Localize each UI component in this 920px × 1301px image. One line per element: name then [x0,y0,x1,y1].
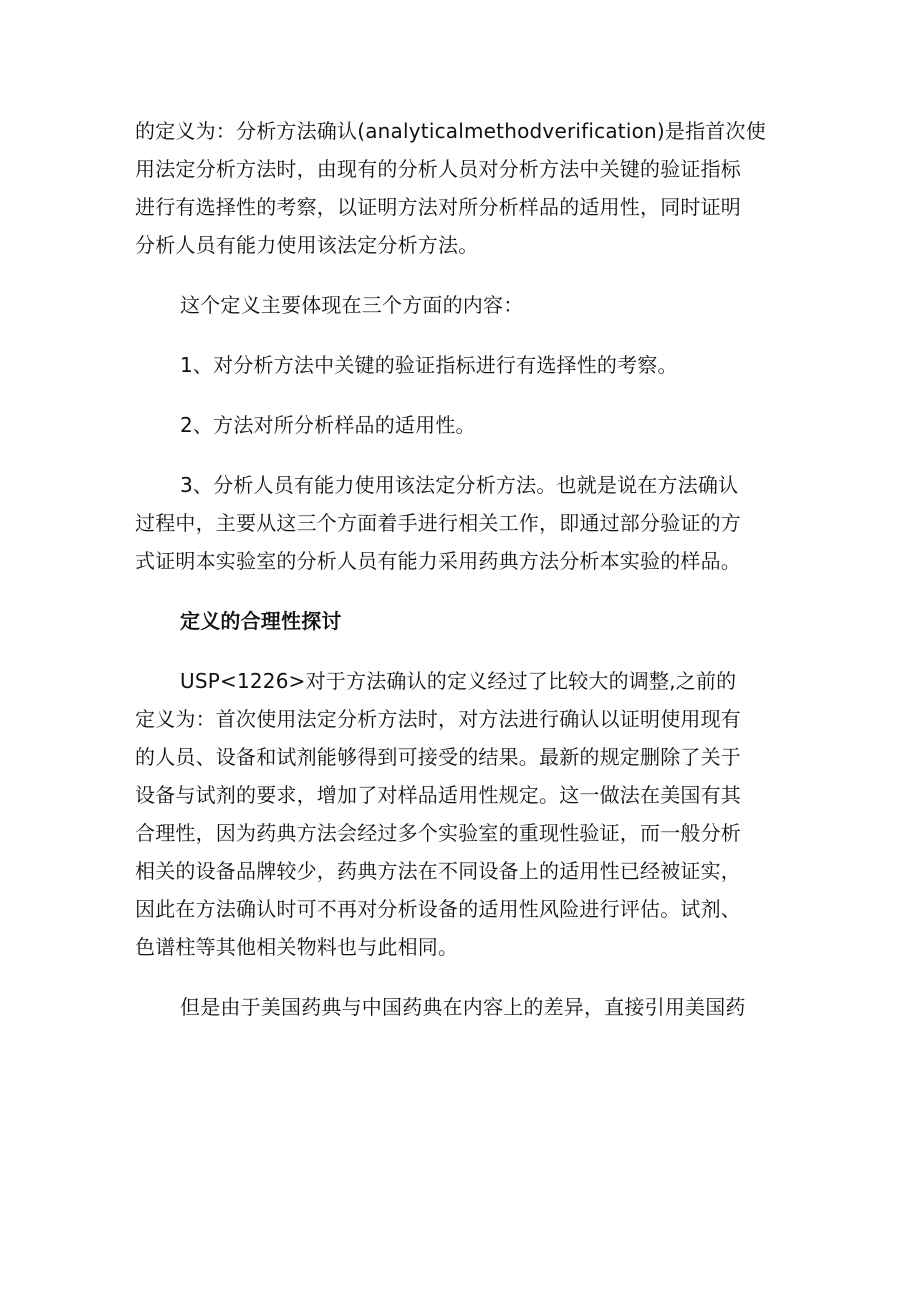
text-line: 进行有选择性的考察，以证明方法对所分析样品的适用性，同时证明 [135,195,741,219]
text-line: 定义为：首次使用法定分析方法时，对方法进行确认以证明使用现有 [135,707,741,731]
text-line: 但是由于美国药典与中国药典在内容上的差异，直接引用美国药 [180,995,746,1019]
text-line: 合理性，因为药典方法会经过多个实验室的重现性验证，而一般分析 [135,821,741,845]
paragraph-gap [135,324,785,346]
list-item-3 [135,466,785,580]
text-line: USP<1226>对于方法确认的定义经过了比较大的调整,之前的 [180,669,737,693]
paragraph-three-aspects-intro [135,286,785,324]
text-line: 1、对分析方法中关键的验证指标进行有选择性的考察。 [180,353,678,377]
text-line: 设备与试剂的要求，增加了对样品适用性规定。这一做法在美国有其 [135,783,741,807]
paragraph-gap [135,966,785,988]
text-line: 的定义为：分析方法确认(analyticalmethodverification)是指首次使 [135,119,766,143]
text-line: 因此在方法确认时可不再对分析设备的适用性风险进行评估。试剂、 [135,897,741,921]
paragraph-definition [135,112,785,264]
heading-text: 定义的合理性探讨 [180,609,342,633]
section-heading [135,602,785,640]
text-line: 用法定分析方法时，由现有的分析人员对分析方法中关键的验证指标 [135,157,741,181]
text-line: 2、方法对所分析样品的适用性。 [180,413,476,437]
text-line: 的人员、设备和试剂能够得到可接受的结果。最新的规定删除了关于 [135,745,741,769]
paragraph-gap [135,384,785,406]
text-line: 相关的设备品牌较少，药典方法在不同设备上的适用性已经被证实， [135,859,741,883]
text-line: 分析人员有能力使用该法定分析方法。 [135,233,479,257]
paragraph-gap [135,444,785,466]
list-item-1 [135,346,785,384]
text-line: 这个定义主要体现在三个方面的内容： [180,293,524,317]
text-line: 3、分析人员有能力使用该法定分析方法。也就是说在方法确认 [180,473,739,497]
paragraph-gap [135,264,785,286]
paragraph-china-usp-difference [135,988,785,1026]
paragraph-gap [135,640,785,662]
paragraph-usp-definition [135,662,785,966]
document-page [135,112,785,1026]
text-line: 式证明本实验室的分析人员有能力采用药典方法分析本实验的样品。 [135,549,741,573]
text-line: 色谱柱等其他相关物料也与此相同。 [135,935,459,959]
paragraph-gap [135,580,785,602]
list-item-2 [135,406,785,444]
text-line: 过程中，主要从这三个方面着手进行相关工作，即通过部分验证的方 [135,511,741,535]
